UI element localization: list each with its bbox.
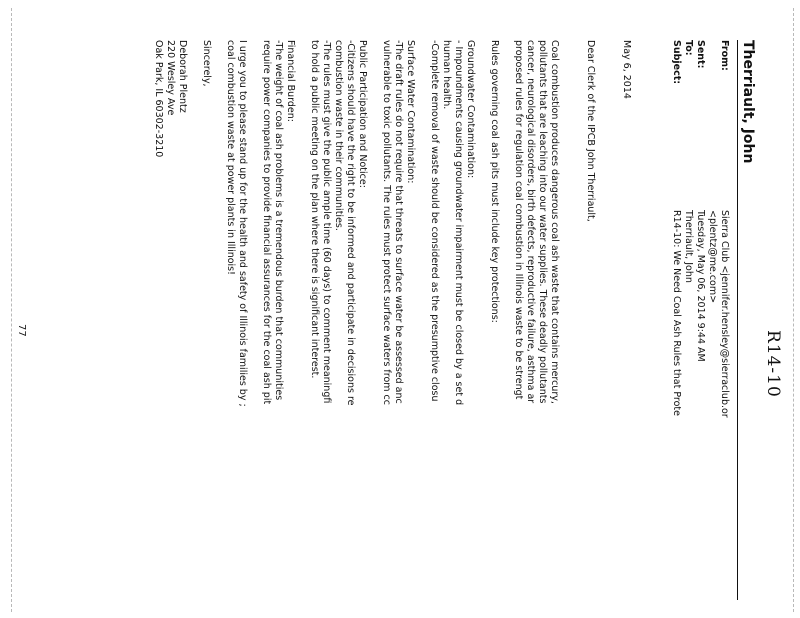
scan-artifact-top (793, 8, 794, 612)
groundwater-line: human health. (441, 40, 452, 110)
signature-address: 220 Wesley Ave (165, 40, 176, 116)
groundwater-heading: Groundwater Contamination: (465, 40, 476, 179)
from-value: Sierra Club <jennifer.hensley@sierraclub.or (719, 210, 730, 418)
signature-city: Oak Park, IL 60302-3210 (153, 40, 164, 158)
closing-line: coal combustion waste at power plants in Illinois! (225, 40, 236, 275)
letter-body (152, 40, 632, 600)
subject-value: R14-10: We Need Coal Ash Rules that Prote (671, 210, 682, 416)
signoff: Sincerely, (201, 40, 212, 87)
letter-date: May 6, 2014 (621, 40, 632, 99)
financial-line: require power companies to provide financial assurances for the coal ash pit (261, 40, 272, 405)
to-value: Therriault, John (683, 210, 694, 283)
participation-line: combustion waste in their communities. (333, 40, 344, 231)
surface-water-line: vulnerable to toxic pollutants. The rules must protect surface waters from cc (381, 40, 392, 405)
to-label: To: (683, 40, 694, 56)
scan-artifact-bottom (11, 8, 12, 612)
sent-label: Sent: (695, 40, 706, 69)
closing-line: I urge you to please stand up for the health and safety of Illinois families by ; (237, 40, 248, 407)
salutation: Dear Clerk of the IPCB John Therriault, (585, 40, 596, 222)
participation-line: to hold a public meeting on the plan where there is significant interest. (309, 40, 320, 379)
participation-line: -Citizens should have the right to be informed and participate in decisions re (345, 40, 356, 406)
intro-line: pollutants that are leaching into our water supplies. These deadly pollutants (537, 40, 548, 404)
key-protections-line: Rules governing coal ash pits must include key protections: (489, 40, 500, 323)
from-label: From: (719, 40, 730, 71)
signature-name: Deborah Plentz (177, 40, 188, 113)
subject-label: Subject: (671, 40, 682, 85)
groundwater-line: -Complete removal of waste should be considered as the presumptive closu (429, 40, 440, 402)
participation-heading: Public Participation and Notice: (357, 40, 368, 188)
sender-name-heading: Therriault, John (737, 40, 756, 600)
surface-water-heading: Surface Water Contamination: (405, 40, 416, 184)
page-number: 77 (16, 324, 27, 337)
intro-line: cancer, neurological disorders, birth defects, reproductive failure, asthma ar (525, 40, 536, 404)
financial-line: -The weight of coal ash problems is a tremendous burden that communities (273, 40, 284, 401)
participation-line: -The rules must give the public ample time (60 days) to comment meaningfi (321, 40, 332, 404)
intro-line: proposed rules for regulation coal combustion in Illinois waste to be strengt (513, 40, 524, 400)
intro-line: Coal combustion produces dangerous coal ash waste that contains mercury, (549, 40, 560, 404)
groundwater-line: - Impoundments causing groundwater impairment must be closed by a set d (453, 40, 464, 406)
document-code: R14-10 (763, 330, 783, 398)
surface-water-line: -The draft rules do not require that threats to surface water be assessed anc (393, 40, 404, 404)
from-value-2: <plentz@me.com> (707, 210, 718, 304)
financial-heading: Financial Burden: (285, 40, 296, 122)
sent-value: Tuesday, May 06, 2014 9:44 AM (695, 210, 706, 362)
